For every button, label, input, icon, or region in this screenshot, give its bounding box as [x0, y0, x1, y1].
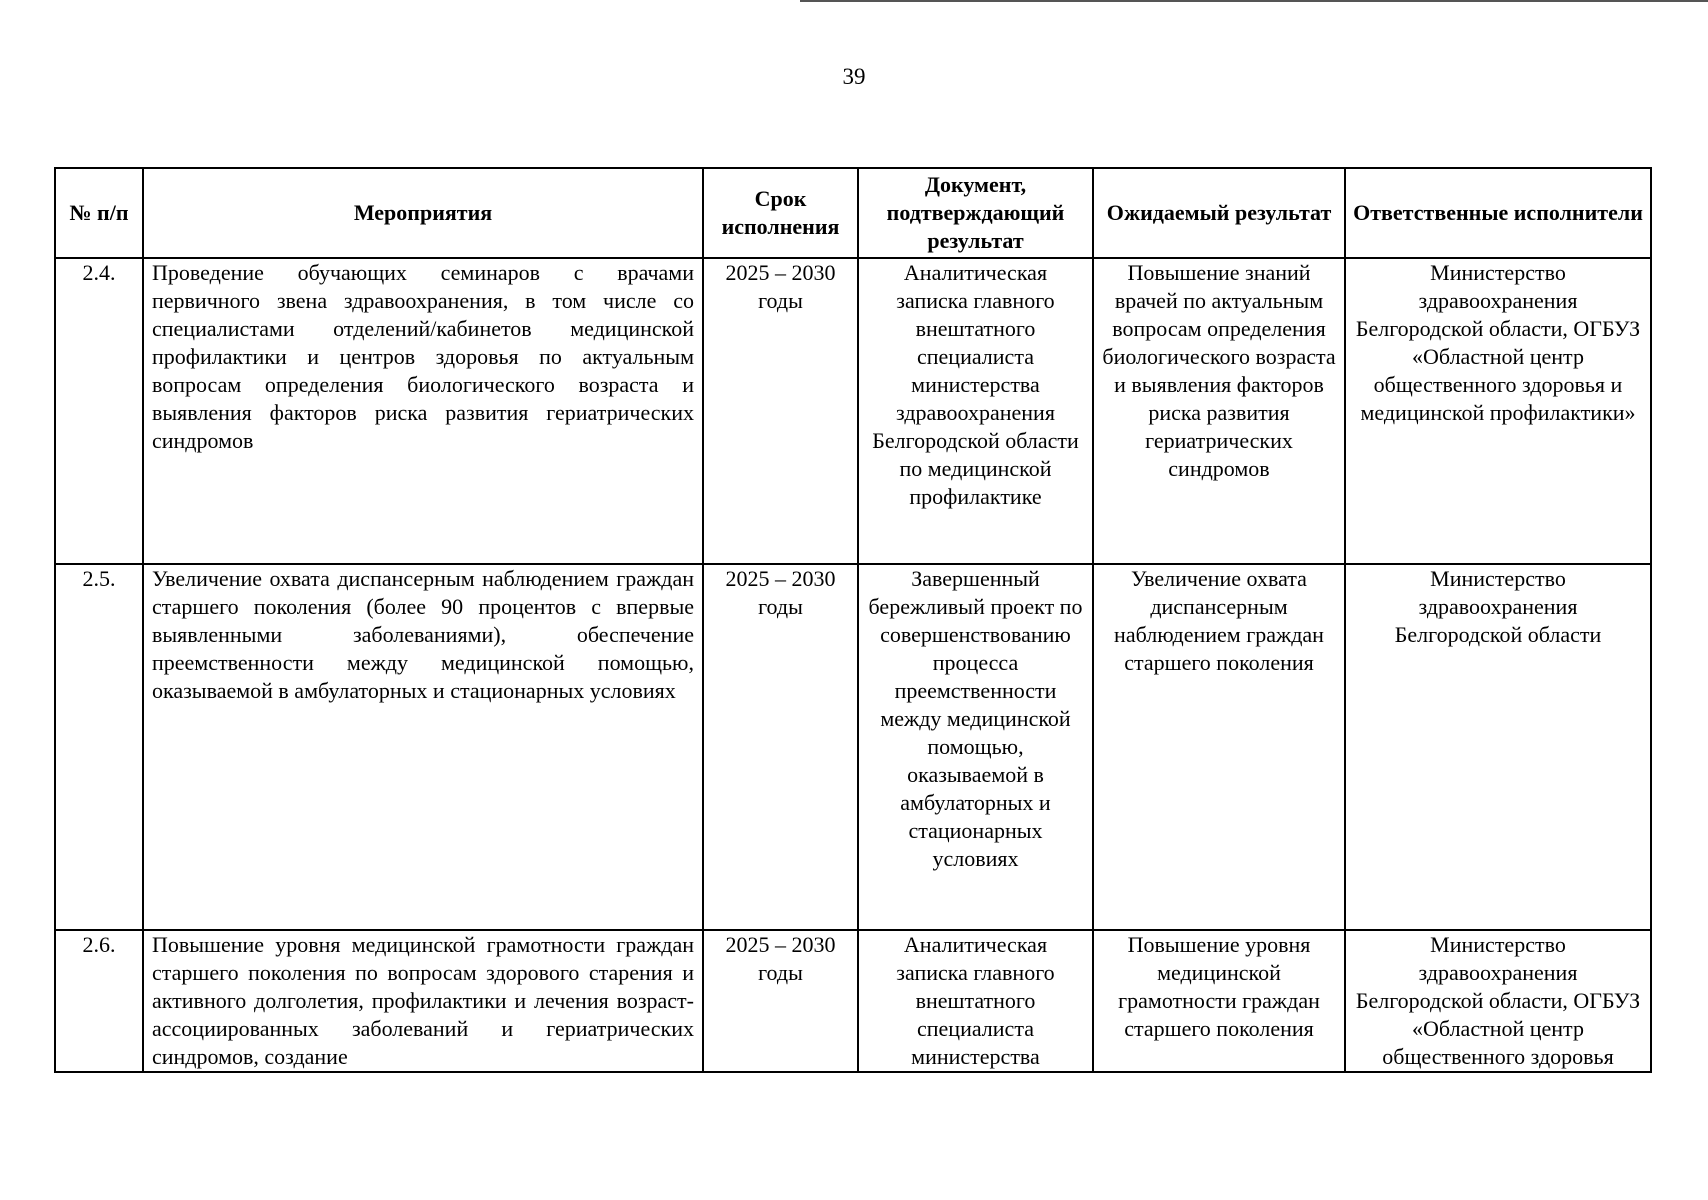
header-num: № п/п — [55, 168, 143, 258]
header-result: Ожидаемый результат — [1093, 168, 1345, 258]
row-responsible: Министерство здравоохранения Белгородской области, ОГБУЗ «Областной центр общественного здоровья и медицинской профилактики» — [1345, 258, 1651, 564]
header-deadline: Срок исполнения — [703, 168, 858, 258]
row-document: Аналитическая записка главного внештатного специалиста министерства здравоохранения Белгородской области по медицинской профилактике — [858, 258, 1093, 564]
table-row — [55, 564, 1651, 930]
page-number: 39 — [842, 64, 866, 89]
row-responsible: Министерство здравоохранения Белгородской области — [1345, 564, 1651, 930]
row-document: Аналитическая записка главного внештатного специалиста министерства — [858, 930, 1093, 1072]
row-number: 2.5. — [55, 564, 143, 930]
row-event: Увеличение охвата диспансерным наблюдением граждан старшего поколения (более 90 процентов с впервые выявленными заболеваниями), обеспечение преемственности между медицинской помощью, оказываемой в амбулаторных и стационарных условиях — [143, 564, 703, 930]
table-row — [55, 258, 1651, 564]
header-event: Мероприятия — [143, 168, 703, 258]
activities-table — [54, 167, 1652, 1073]
row-deadline: 2025 – 2030 годы — [703, 258, 858, 564]
row-result: Повышение уровня медицинской грамотности граждан старшего поколения — [1093, 930, 1345, 1072]
row-deadline: 2025 – 2030 годы — [703, 564, 858, 930]
header-responsible: Ответственные исполнители — [1345, 168, 1651, 258]
header-document: Документ, подтверждающий результат — [858, 168, 1093, 258]
row-result: Повышение знаний врачей по актуальным вопросам определения биологического возраста и выявления факторов риска развития гериатрических синдромов — [1093, 258, 1345, 564]
top-edge-line — [800, 0, 1708, 2]
row-event: Проведение обучающих семинаров с врачами первичного звена здравоохранения, в том числе со специалистами отделений/кабинетов медицинской профилактики и центров здоровья по актуальным вопросам определения биологического возраста и выявления факторов риска развития гериатрических синдромов — [143, 258, 703, 564]
table-header-row — [55, 168, 1651, 258]
row-deadline: 2025 – 2030 годы — [703, 930, 858, 1072]
table-row — [55, 930, 1651, 1072]
row-number: 2.4. — [55, 258, 143, 564]
row-event: Повышение уровня медицинской грамотности граждан старшего поколения по вопросам здорового старения и активного долголетия, профилактики и лечения возраст-ассоциированных заболеваний и гериатрических синдромов, создание — [143, 930, 703, 1072]
row-number: 2.6. — [55, 930, 143, 1072]
row-result: Увеличение охвата диспансерным наблюдением граждан старшего поколения — [1093, 564, 1345, 930]
row-responsible: Министерство здравоохранения Белгородской области, ОГБУЗ «Областной центр общественного здоровья — [1345, 930, 1651, 1072]
row-document: Завершенный бережливый проект по совершенствованию процесса преемственности между медицинской помощью, оказываемой в амбулаторных и стационарных условиях — [858, 564, 1093, 930]
